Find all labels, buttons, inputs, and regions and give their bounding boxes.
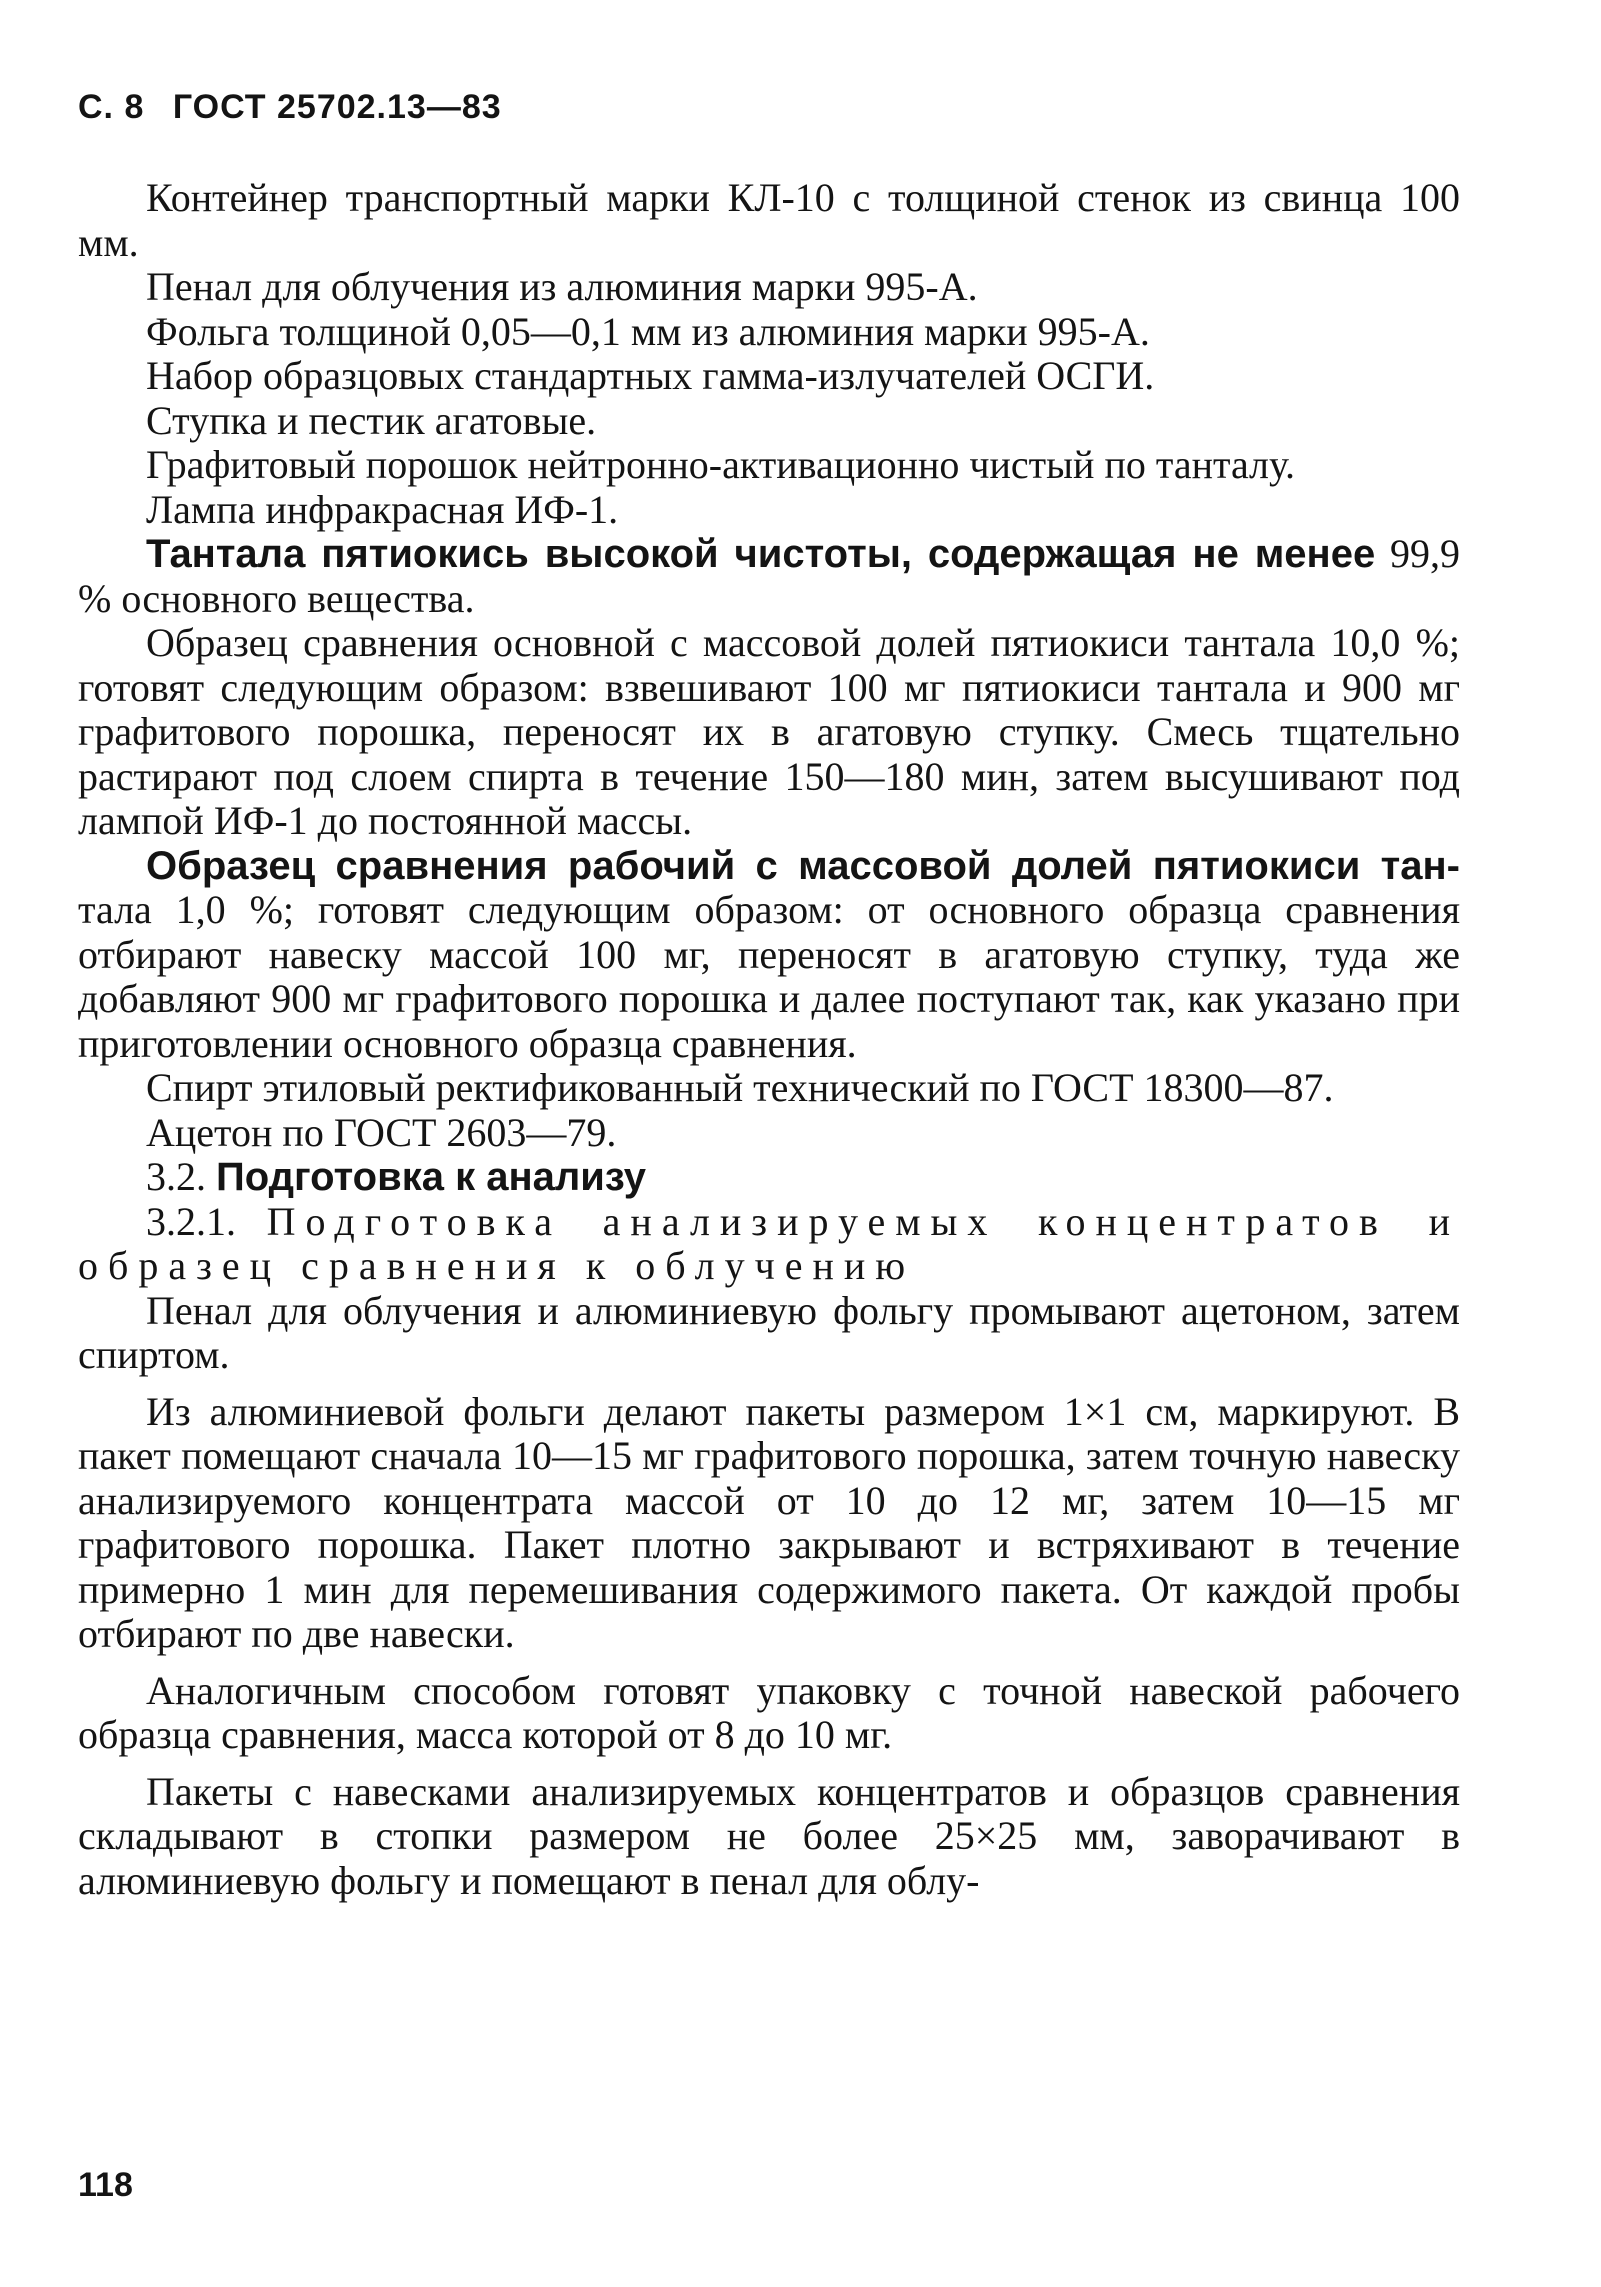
section-title: Подготовка к анализу <box>216 1155 646 1199</box>
page-label: С. 8 <box>78 88 145 126</box>
paragraph-stacking: Пакеты с навесками анализируемых концентратов и образцов сравнения складывают в стопки размером не более 25×25 мм, заворачивают в алюминиевую фольгу и помещают в пенал для облу- <box>78 1768 1460 1903</box>
paragraph-foil: Фольга толщиной 0,05—0,1 мм из алюминия марки 995-А. <box>146 308 1150 354</box>
paragraph-tantalum-oxide <box>78 532 1460 621</box>
tantalum-rest-text: 99,9 % основного вещества. <box>78 531 1461 621</box>
standard-code: ГОСТ 25702.13—83 <box>172 88 502 126</box>
tantalum-bold-text: Тантала пятиокись высокой чистоты, содержащая не менее <box>146 532 1376 576</box>
main-text <box>78 176 1460 1903</box>
paragraph-lamp: Лампа инфракрасная ИФ-1. <box>146 486 619 532</box>
paragraph-packets: Из алюминиевой фольги делают пакеты размером 1×1 см, маркируют. В пакет помещают сначала 10—15 мг графитового порошка, затем точную навеску анализируемого концентрата массой от 10 до 12 мг, затем 10—15 мг графитового порошка. Пакет плотно закрывают и встряхивают в течение примерно 1 мин для перемешивания содержимого пакета. От каждой пробы отбирают по две навески. <box>78 1388 1460 1656</box>
paragraph-washing: Пенал для облучения и алюминиевую фольгу промывают ацетоном, затем спиртом. <box>78 1287 1460 1377</box>
working-sample-rest-text: тала 1,0 %; готовят следующим образом: от основного образца сравнения отбирают навеску массой 100 мг, переносят в агатовую ступку, туда же добавляют 900 мг графитового порошка и далее поступают так, как указано при приготовлении основного образца сравнения. <box>78 887 1460 1066</box>
page-header <box>78 88 520 127</box>
page-number: 118 <box>78 2166 133 2204</box>
paragraph-acetone: Ацетон по ГОСТ 2603—79. <box>146 1109 617 1155</box>
paragraph-alcohol: Спирт этиловый ректификованный технический по ГОСТ 18300—87. <box>146 1065 1334 1110</box>
section-heading <box>78 1155 1460 1200</box>
subsection-heading <box>78 1200 1460 1289</box>
paragraph-working-sample <box>78 844 1460 1067</box>
paragraph-working-packaging: Аналогичным способом готовят упаковку с точной навеской рабочего образца сравнения, масса которой от 8 до 10 мг. <box>78 1667 1460 1757</box>
working-sample-bold-text: Образец сравнения рабочий с массовой долей пятиокиси тан- <box>146 843 1460 888</box>
paragraph-main-sample: Образец сравнения основной с массовой долей пятиокиси тантала 10,0 %; готовят следующим образом: взвешивают 100 мг пятиокиси тантала и 900 мг графитового порошка, переносят их в агатовую ступку. Смесь тщательно растирают под слоем спирта в течение 150—180 мин, затем высушивают под лампой ИФ-1 до постоянной массы. <box>78 620 1460 843</box>
paragraph-case: Пенал для облучения из алюминия марки 995-А. <box>146 264 978 309</box>
subsection-number: 3.2.1. <box>146 1198 236 1244</box>
paragraph-graphite: Графитовый порошок нейтронно-активационно чистый по танталу. <box>146 442 1296 487</box>
paragraph-mortar: Ступка и пестик агатовые. <box>146 397 597 443</box>
paragraph-gamma-set: Набор образцовых стандартных гамма-излучателей ОСГИ. <box>146 353 1155 398</box>
paragraph-container: Контейнер транспортный марки КЛ-10 с толщиной стенок из свинца 100 мм. <box>78 175 1460 265</box>
subsection-title: Подготовка анализируемых концентратов и образец сравнения к облучению <box>78 1198 1460 1288</box>
section-number: 3.2. <box>146 1154 206 1199</box>
